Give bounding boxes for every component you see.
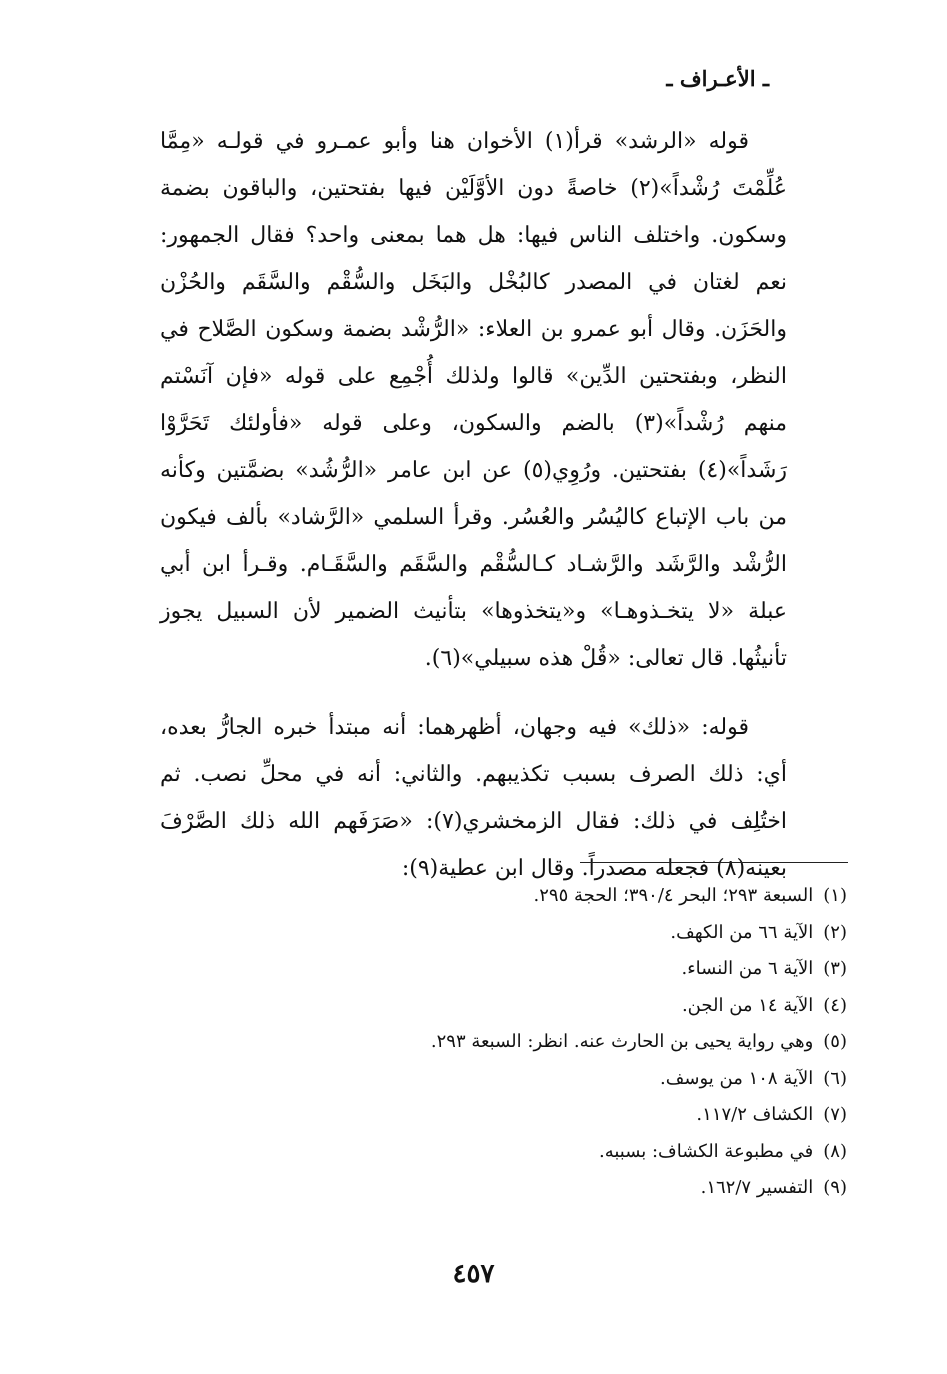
- footnote-number: (٧): [823, 1104, 847, 1125]
- footnote-text: الآية ٦ من النساء.: [681, 958, 814, 979]
- paragraph-2: قوله: «ذلك» فيه وجهان، أظهرهما: أنه مبتدأ خبره الجارُّ بعده، أي: ذلك الصرف بسبب تكذيبهم. والثاني: أنه في محلِّ نصب. ثم اختُلِف في ذلك: فقال الزمخشري(٧): «صَرَفَهم الله ذلك الصَّرْفَ بعينه(٨) فجعله مصدراً. وقال ابن عطية(٩):: [160, 715, 787, 881]
- footnote-separator: [580, 862, 848, 863]
- footnote-number: (٣): [823, 958, 847, 979]
- footnote-number: (٨): [823, 1140, 847, 1162]
- footnote-item: [147, 1097, 847, 1134]
- footnote-item: [147, 915, 847, 952]
- footnote-text: الآية ١٠٨ من يوسف.: [660, 1067, 814, 1089]
- footnote-number: (٦): [823, 1067, 847, 1089]
- footnotes: [147, 878, 847, 1207]
- footnote-number: (٥): [823, 1031, 847, 1052]
- footnote-item: [147, 878, 847, 915]
- footnote-number: (٩): [823, 1177, 847, 1198]
- footnote-number: (١): [823, 885, 847, 906]
- footnote-text: السبعة ٢٩٣؛ البحر ٣٩٠/٤؛ الحجة ٢٩٥.: [533, 885, 814, 906]
- page-number: ٤٥٧: [452, 1259, 495, 1289]
- paragraph-1: قوله «الرشد» قرأ(١) الأخوان هنا وأبو عمـرو في قولـه «مِمَّا عُلِّمْتَ رُشْداً»(٢) خاصةً دون الأوَّلَيْن فيها بفتحتين، والباقون بضمة وسكون. واختلف الناس فيها: هل هما بمعنى واحد؟ فقال الجمهور: نعم لغتان في المصدر كالبُخْل والبَخَل والسُّقْم والسَّقَم والحُزْن والحَزَن. وقال أبو عمرو بن العلاء: «الرُّشْد بضمة وسكون الصَّلاح في النظر، وبفتحتين الدِّين» قالوا ولذلك أُجْمِع على قوله «فإن آنَسْتم منهم رُشْداً»(٣) بالضم والسكون، وعلى قوله «فأولئك تَحَرَّوْا رَشَداً»(٤) بفتحتين. ورُوِي(٥) عن ابن عامر «الرُّشُد» بضمَّتين وكأنه من باب الإتباع كاليُسُر والعُسُر. وقرأ السلمي «الرَّشاد» بألف فيكون الرُّشْد والرَّشَد والرَّشـاد كـالسُّقْم والسَّقَم والسَّقَـام. وقـرأ ابن أبي عبلة «لا يتخـذوهـا» و«يتخذوها» بتأنيث الضمير لأن السبيل يجوز تأنيثُها. قال تعالى: «قُلْ هذه سبيلي»(٦).: [160, 129, 788, 671]
- footnote-item: [147, 1134, 847, 1171]
- footnote-text: الكشاف ١١٧/٢.: [696, 1104, 814, 1125]
- footnote-text: الآية ١٤ من الجن.: [681, 994, 814, 1016]
- footnote-number: (٢): [823, 921, 847, 943]
- footnote-item: [147, 1024, 847, 1061]
- footnote-number: (٤): [823, 994, 847, 1016]
- footnote-text: في مطبوعة الكشاف: بسببه.: [598, 1140, 814, 1162]
- main-text: [160, 118, 787, 892]
- footnote-item: [147, 1170, 847, 1207]
- footnote-text: وهي رواية يحيى بن الحارث عنه. انظر: السبعة ٢٩٣.: [430, 1031, 814, 1052]
- footnote-item: [147, 988, 847, 1025]
- footnote-text: التفسير ١٦٢/٧.: [700, 1177, 814, 1198]
- running-header: ـ الأعـراف ـ: [666, 66, 769, 91]
- footnote-text: الآية ٦٦ من الكهف.: [670, 921, 814, 943]
- footnote-item: [147, 951, 847, 988]
- footnote-item: [147, 1061, 847, 1098]
